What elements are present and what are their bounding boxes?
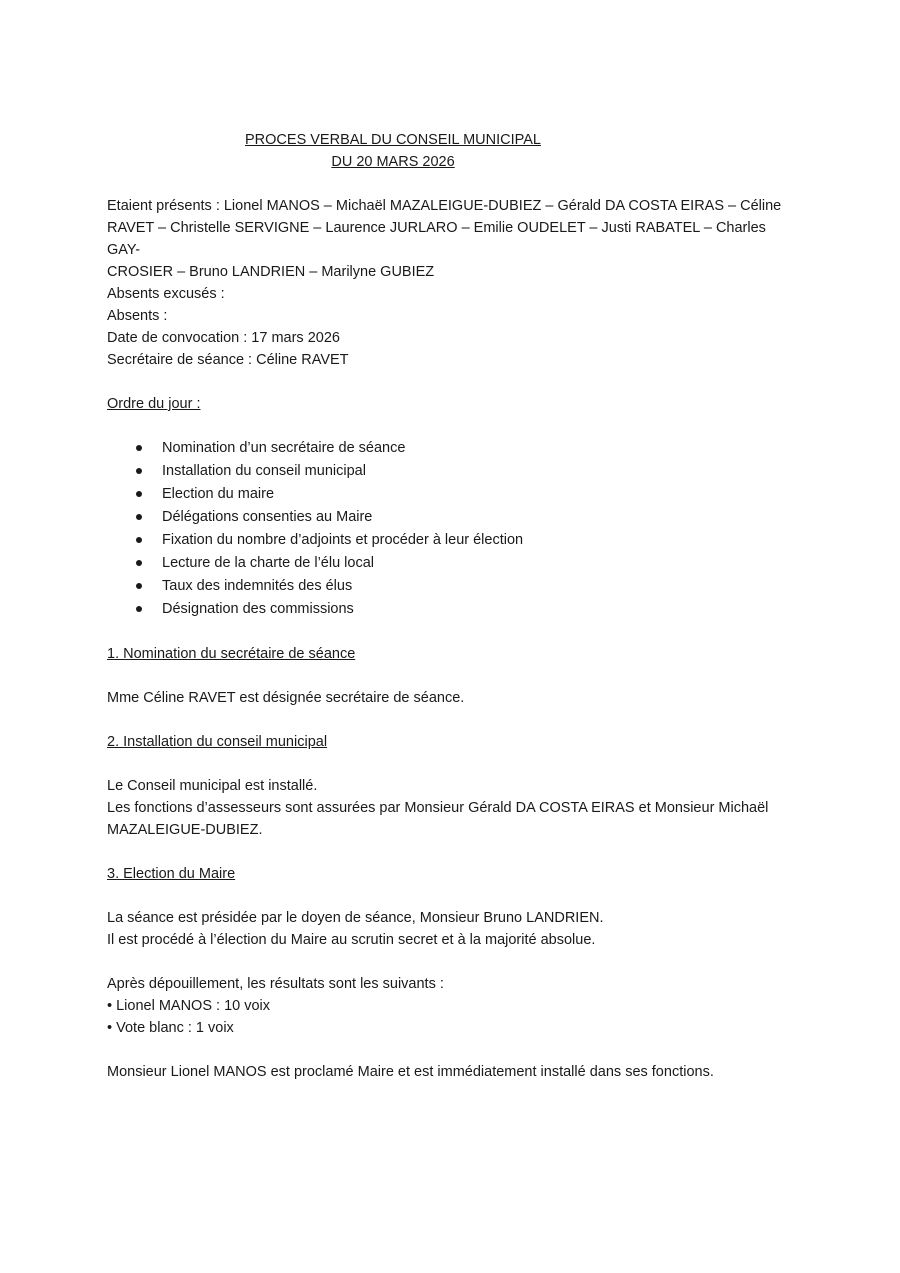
- excused-line: Absents excusés :: [107, 286, 225, 302]
- agenda-item: Election du maire: [162, 483, 787, 506]
- present-line-1: Etaient présents : Lionel MANOS – Michaël MAZALEIGUE-DUBIEZ – Gérald DA COSTA EIRAS – Céline: [107, 198, 782, 214]
- section-1-text: Mme Céline RAVET est désignée secrétaire de séance.: [107, 690, 465, 706]
- bullet-icon: [136, 583, 142, 589]
- bullet-icon: [136, 537, 142, 543]
- agenda-heading: Ordre du jour :: [107, 396, 201, 412]
- agenda-list: [107, 437, 787, 621]
- agenda-item: Lecture de la charte de l’élu local: [162, 552, 787, 575]
- agenda-item: Délégations consenties au Maire: [162, 506, 787, 529]
- result-line: • Lionel MANOS : 10 voix: [107, 998, 271, 1014]
- bullet-icon: [136, 491, 142, 497]
- document-body: [107, 129, 787, 1083]
- session-secretary: Secrétaire de séance : Céline RAVET: [107, 352, 349, 368]
- convocation-date: Date de convocation : 17 mars 2026: [107, 330, 340, 346]
- section-1-heading: 1. Nomination du secrétaire de séance: [107, 646, 356, 662]
- section-3-line-2: Il est procédé à l’élection du Maire au scrutin secret et à la majorité absolue.: [107, 932, 596, 948]
- attendance-block: [107, 195, 787, 371]
- section-2-line-2: Les fonctions d’assesseurs sont assurées par Monsieur Gérald DA COSTA EIRAS et Monsieur Michaël: [107, 800, 769, 816]
- agenda-item: Installation du conseil municipal: [162, 460, 787, 483]
- agenda-item: Taux des indemnités des élus: [162, 575, 787, 598]
- section-2-line-1: Le Conseil municipal est installé.: [107, 778, 318, 794]
- absent-line: Absents :: [107, 308, 168, 324]
- bullet-icon: [136, 560, 142, 566]
- agenda-item: Fixation du nombre d’adjoints et procéder à leur élection: [162, 529, 787, 552]
- result-line: • Vote blanc : 1 voix: [107, 1020, 234, 1036]
- section-2-line-3: MAZALEIGUE-DUBIEZ.: [107, 822, 263, 838]
- title-line-2: DU 20 MARS 2026: [331, 154, 455, 170]
- title-line-1: PROCES VERBAL DU CONSEIL MUNICIPAL: [245, 132, 541, 148]
- present-line-2: RAVET – Christelle SERVIGNE – Laurence JURLARO – Emilie OUDELET – Justi RABATEL – Charles GAY-: [107, 220, 766, 258]
- section-3-heading: 3. Election du Maire: [107, 866, 236, 882]
- mayor-proclamation: Monsieur Lionel MANOS est proclamé Maire et est immédiatement installé dans ses fonctions.: [107, 1064, 714, 1080]
- bullet-icon: [136, 468, 142, 474]
- section-2-heading: 2. Installation du conseil municipal: [107, 734, 328, 750]
- agenda-item: Nomination d’un secrétaire de séance: [162, 437, 787, 460]
- agenda-item: Désignation des commissions: [162, 598, 787, 621]
- bullet-icon: [136, 514, 142, 520]
- bullet-icon: [136, 606, 142, 612]
- document-title: [0, 129, 786, 173]
- results-intro: Après dépouillement, les résultats sont les suivants :: [107, 976, 444, 992]
- section-3-line-1: La séance est présidée par le doyen de séance, Monsieur Bruno LANDRIEN.: [107, 910, 604, 926]
- present-line-3: CROSIER – Bruno LANDRIEN – Marilyne GUBIEZ: [107, 264, 435, 280]
- bullet-icon: [136, 445, 142, 451]
